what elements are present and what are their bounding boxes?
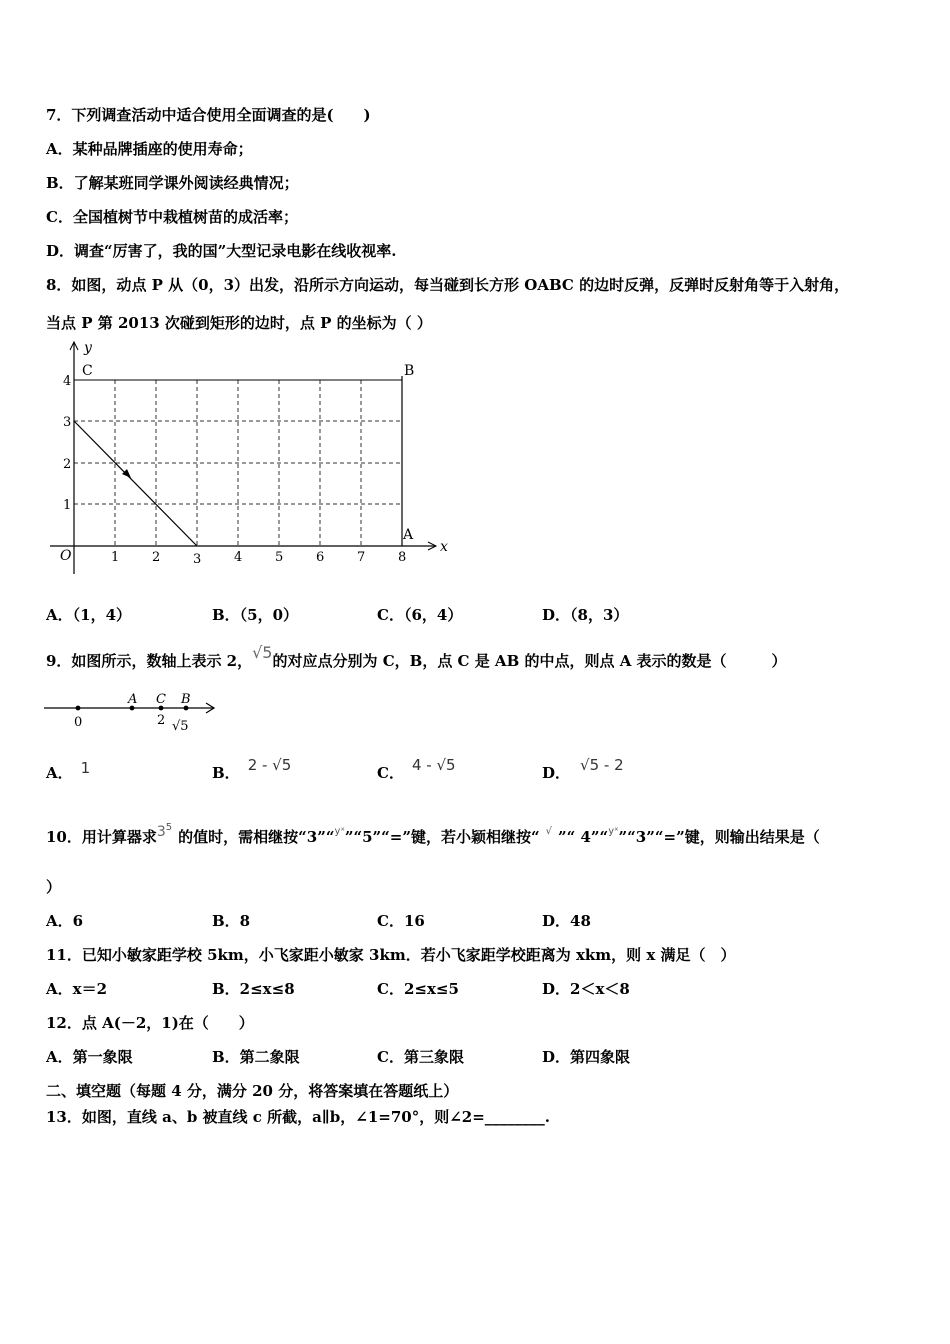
section-2-heading: 二、填空题（每题 4 分，满分 20 分，将答案填在答题纸上） [46,1082,459,1100]
x-tick-2: 2 [152,550,161,565]
corner-A-label: A [403,527,414,543]
q7-stem: 7．下列调查活动中适合使用全面调查的是( ) [46,106,371,124]
q7-option-c: C．全国植树节中栽植树苗的成活率； [46,208,298,226]
y-tick-2: 2 [63,457,72,472]
q8-option-d: D．（8，3） [542,606,629,624]
q7-option-a: A．某种品牌插座的使用寿命； [46,140,253,158]
x-tick-7: 7 [357,550,366,565]
q8-option-c: C．（6，4） [377,606,463,624]
q8-stem-line1: 8．如图，动点 P 从（0，3）出发，沿所示方向运动，每当碰到长方形 OABC 的边时反弹，反弹时反射角等于入射角， [46,276,850,294]
q11-stem: 11．已知小敏家距学校 5km，小飞家距小敏家 3km．若小飞家距学校距离为 xkm，则 x 满足（ ） [46,946,736,964]
label-zero: 0 [74,715,83,730]
q9-option-d: D． √5 - 2 [542,756,624,782]
q10-option-c: C．16 [377,912,425,930]
q11-option-c: C．2≤x≤5 [377,980,459,998]
yx-key-icon: yˣ [334,826,345,837]
corner-B-label: B [404,363,415,379]
q11-option-a: A．x＝2 [46,980,108,998]
q8-coordinate-figure [44,338,454,583]
label-A: A [128,692,138,707]
x-tick-3: 3 [193,552,202,567]
q8-option-a: A．（1，4） [46,606,132,624]
y-tick-1: 1 [63,498,72,513]
q12-option-b: B．第二象限 [212,1048,300,1066]
corner-C-label: C [82,363,93,379]
y-tick-3: 3 [63,415,72,430]
q9-stem: 9．如图所示，数轴上表示 2，√5的对应点分别为 C，B，点 C 是 AB 的中点，则点 A 表示的数是（ ） [46,643,787,670]
x-axis-label: x [440,539,448,555]
q12-stem: 12．点 A(－2，1)在（ ） [46,1014,254,1032]
x-tick-5: 5 [275,550,284,565]
x-tick-8: 8 [398,550,407,565]
label-B: B [181,692,191,707]
yx-key-icon-2: yˣ [608,826,619,837]
q12-option-d: D．第四象限 [542,1048,631,1066]
x-tick-4: 4 [234,550,243,565]
q10-power-base: 3 [156,824,166,840]
point-zero [76,706,81,711]
q12-option-c: C．第三象限 [377,1048,464,1066]
origin-label: O [60,548,72,564]
q11-option-b: B．2≤x≤8 [212,980,295,998]
label-C: C [156,692,166,707]
y-axis-label: y [84,340,92,356]
q7-option-b: B．了解某班同学课外阅读经典情况； [46,174,299,192]
q10-option-d: D．48 [542,912,591,930]
q10-option-b: B．8 [212,912,251,930]
x-tick-6: 6 [316,550,325,565]
label-two: 2 [157,713,166,728]
sqrt-key-icon: √ [545,826,553,837]
q9-stem-radical: √5 [252,643,273,662]
q10-stem-end: ） [46,878,62,896]
q9-option-c: C． 4 - √5 [377,756,456,782]
q9-option-b: B． 2 - √5 [212,756,292,782]
label-sqrt5: √5 [172,719,189,734]
y-tick-4: 4 [63,374,72,389]
q13-stem: 13．如图，直线 a、b 被直线 c 所截，a∥b，∠1=70°，则∠2=________. [46,1108,550,1126]
q10-power-exp: 5 [165,822,173,833]
q9-number-line-figure [44,688,220,736]
q12-option-a: A．第一象限 [46,1048,133,1066]
q8-stem-line2: 当点 P 第 2013 次碰到矩形的边时，点 P 的坐标为（ ） [46,314,432,332]
q8-option-b: B．（5，0） [212,606,299,624]
q10-option-a: A．6 [46,912,84,930]
q10-stem: 10．用计算器求$3^5$的值时，需相继按“3”“$^{yˣ}$”“5”“=”键，若小颖相继按“ √ ”“ 4”“$^{yˣ}$”“3”“=”键，则输出结果是（ [46,822,820,846]
x-tick-1: 1 [111,550,120,565]
q11-option-d: D．2＜x＜8 [542,980,630,998]
path-line [74,421,197,546]
q9-option-a: A． 1 [46,759,91,782]
q7-option-d: D．调查“厉害了，我的国”大型记录电影在线收视率. [46,242,397,260]
